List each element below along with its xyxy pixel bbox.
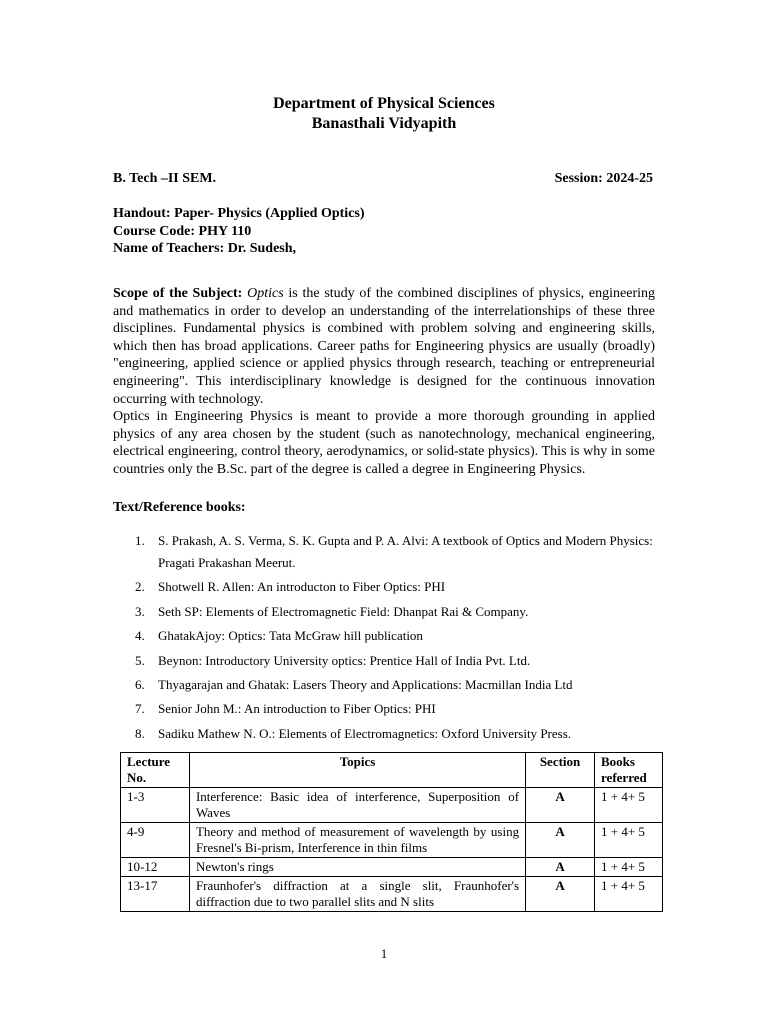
document-header xyxy=(0,94,768,134)
lecture-cell: 13-17 xyxy=(121,877,190,912)
topic-cell: Interference: Basic idea of interference, Superposition of Waves xyxy=(189,788,525,823)
reference-list xyxy=(113,530,673,747)
reference-item xyxy=(113,650,673,672)
lecture-schedule-table xyxy=(120,752,663,912)
program-label: B. Tech –II SEM. xyxy=(113,171,217,186)
section-cell: A xyxy=(526,877,595,912)
lecture-cell: 4-9 xyxy=(121,823,190,858)
scope-paragraph-1 xyxy=(113,285,655,408)
reference-text: GhatakAjoy: Optics: Tata McGraw hill publication xyxy=(158,628,423,644)
table-header-row xyxy=(121,753,663,788)
reference-item xyxy=(113,698,673,720)
section-column-header: Section xyxy=(526,753,595,788)
page-number: 1 xyxy=(380,946,388,961)
scope-colon: : xyxy=(237,286,248,301)
reference-number: 6. xyxy=(135,676,145,692)
scope-section xyxy=(113,285,655,479)
university-title: Banasthali Vidyapith xyxy=(311,115,457,132)
reference-item xyxy=(113,625,673,647)
books-cell: 1 + 4+ 5 xyxy=(595,823,663,858)
table-row xyxy=(121,788,663,823)
topic-cell: Theory and method of measurement of wavelength by using Fresnel's Bi-prism, Interference in thin films xyxy=(189,823,525,858)
lecture-cell: 10-12 xyxy=(121,858,190,877)
reference-item xyxy=(113,576,673,598)
references-heading: Text/Reference books: xyxy=(113,500,246,515)
handout-line: Handout: Paper- Physics (Applied Optics) xyxy=(113,206,365,221)
section-cell: A xyxy=(526,788,595,823)
reference-item xyxy=(113,530,673,574)
reference-number: 7. xyxy=(135,701,145,717)
reference-item xyxy=(113,723,673,745)
topics-column-header: Topics xyxy=(189,753,525,788)
topic-cell: Fraunhofer's diffraction at a single slit, Fraunhofer's diffraction due to two parallel slits and N slits xyxy=(189,877,525,912)
reference-number: 8. xyxy=(135,725,145,741)
books-cell: 1 + 4+ 5 xyxy=(595,877,663,912)
scope-italic-word: Optics xyxy=(247,286,284,301)
books-column-header: Books referred xyxy=(595,753,663,788)
table-row xyxy=(121,877,663,912)
reference-number: 2. xyxy=(135,579,145,595)
course-info xyxy=(113,205,658,258)
course-code-line: Course Code: PHY 110 xyxy=(113,223,252,239)
reference-number: 1. xyxy=(135,533,145,548)
table-row xyxy=(121,823,663,858)
reference-item xyxy=(113,674,673,696)
reference-number: 3. xyxy=(135,603,145,619)
teachers-line: Name of Teachers: Dr. Sudesh, xyxy=(113,241,297,256)
reference-text: Senior John M.: An introduction to Fiber Optics: PHI xyxy=(158,701,436,717)
reference-number: 4. xyxy=(135,628,145,644)
semester-row xyxy=(113,170,653,188)
department-title: Department of Physical Sciences xyxy=(273,95,495,112)
reference-text: Thyagarajan and Ghatak: Lasers Theory and Applications: Macmillan India Ltd xyxy=(158,676,573,692)
topic-cell: Newton's rings xyxy=(189,858,525,877)
books-cell: 1 + 4+ 5 xyxy=(595,788,663,823)
reference-text: Shotwell R. Allen: An introducton to Fiber Optics: PHI xyxy=(158,579,446,595)
reference-text: S. Prakash, A. S. Verma, S. K. Gupta and P. A. Alvi: A textbook of Optics and Modern Physics: Pragati Prakashan Meerut. xyxy=(158,533,653,570)
table-row xyxy=(121,858,663,877)
section-cell: A xyxy=(526,858,595,877)
lecture-column-header: Lecture No. xyxy=(121,753,190,788)
books-cell: 1 + 4+ 5 xyxy=(595,858,663,877)
reference-text: Beynon: Introductory University optics: Prentice Hall of India Pvt. Ltd. xyxy=(158,652,531,668)
section-cell: A xyxy=(526,823,595,858)
reference-number: 5. xyxy=(135,652,145,668)
reference-text: Sadiku Mathew N. O.: Elements of Electromagnetics: Oxford University Press. xyxy=(158,725,572,741)
lecture-cell: 1-3 xyxy=(121,788,190,823)
reference-text: Seth SP: Elements of Electromagnetic Field: Dhanpat Rai & Company. xyxy=(158,603,529,619)
reference-item xyxy=(113,601,673,623)
scope-label: Scope of the Subject xyxy=(113,286,238,301)
scope-paragraph-2: Optics in Engineering Physics is meant to provide a more thorough grounding in applied physics of any area chosen by the student (such as nanotechnology, mechanical engineering, electrical engineering, control theory, aerodynamics, or solid-state physics). This is why in some countries only the B.Sc. part of the degree is called a degree in Engineering Physics. xyxy=(113,409,655,477)
session-label: Session: 2024-25 xyxy=(554,171,653,186)
scope-paragraph-1-text: is the study of the combined disciplines of physics, engineering and mathematics in order to develop an understanding of the interrelationships of these three disciplines. Fundamental physics is combined with problem solving and engineering skills, which then has broad applications. Career paths for Engineering physics are usually (broadly) "engineering, applied science or applied physics through research, teaching or entrepreneurial engineering". This interdisciplinary knowledge is designed for the continuous innovation occurring with technology. xyxy=(113,286,655,407)
